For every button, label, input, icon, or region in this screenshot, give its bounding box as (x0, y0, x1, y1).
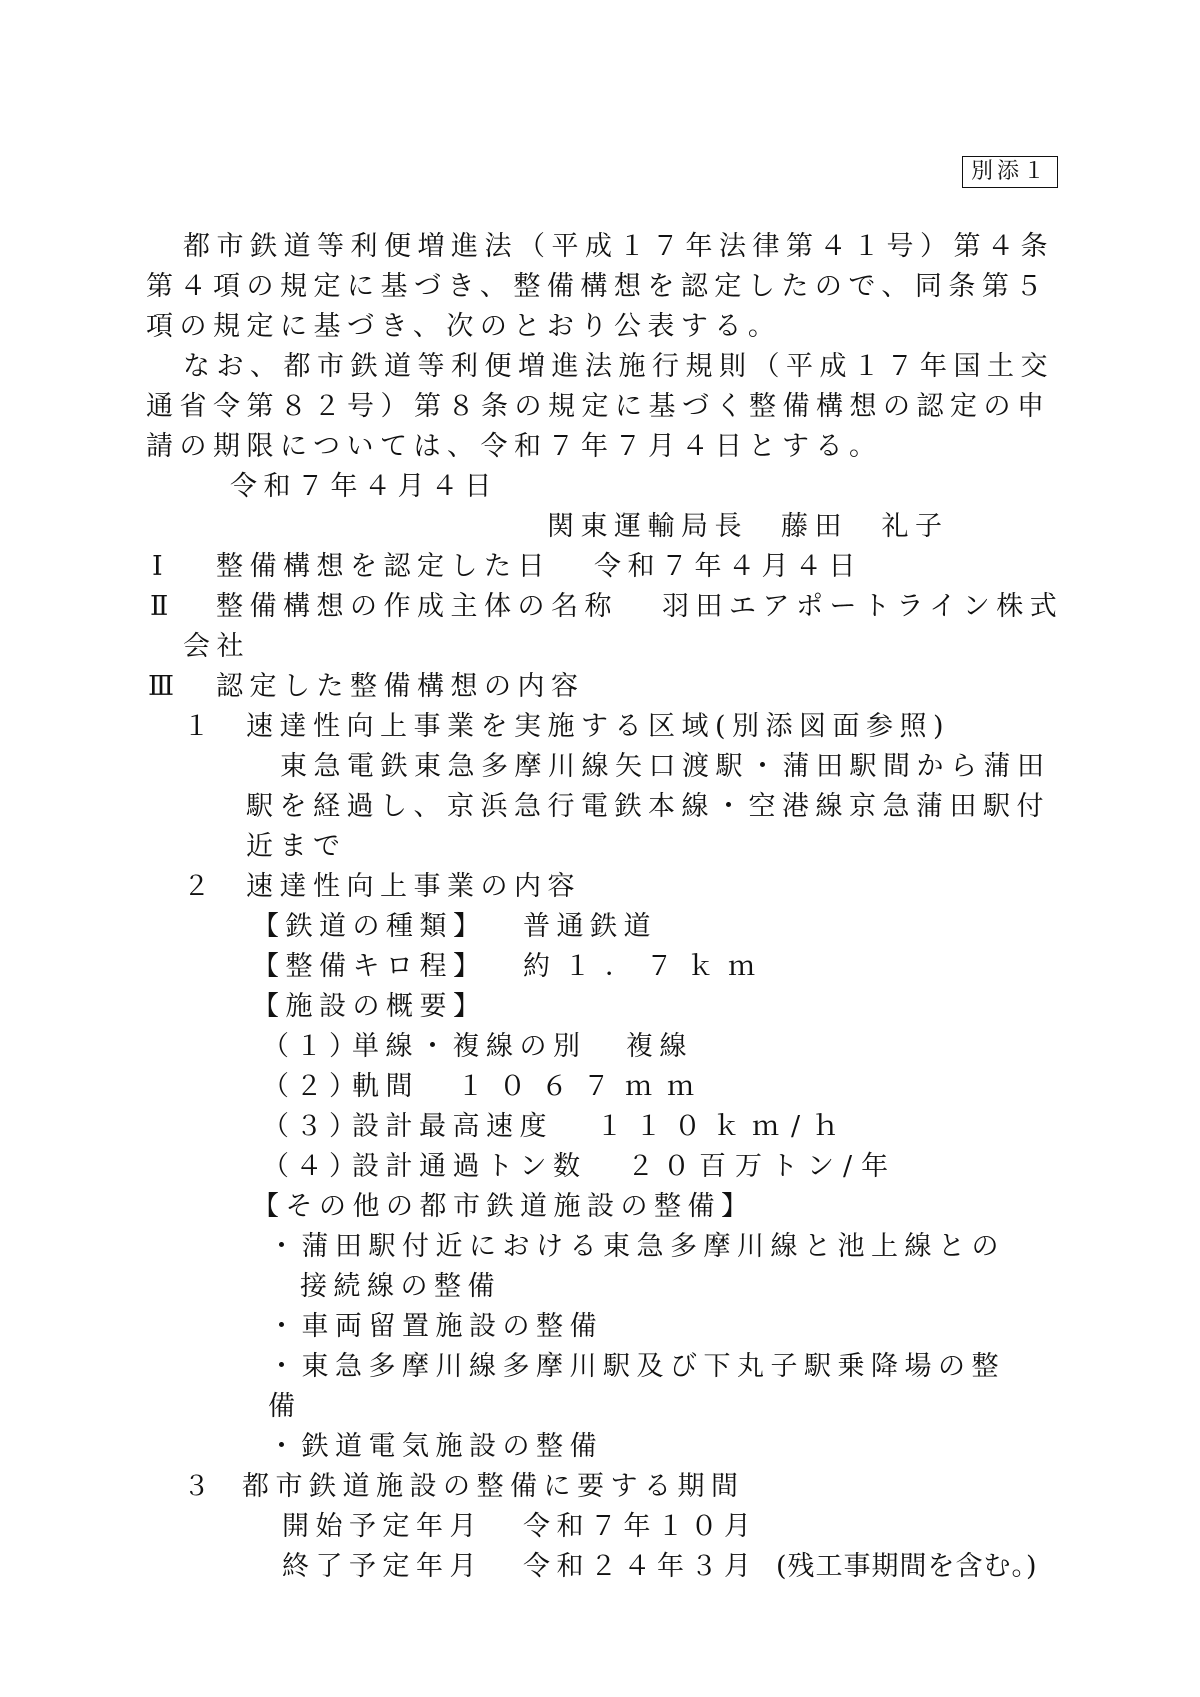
preamble-line-4: なお、都市鉄道等利便増進法施行規則（平成１７年国土交 (183, 351, 1054, 382)
facility-3-value: １１０ｋｍ/ｈ (596, 1111, 852, 1142)
length-label: 【整備キロ程】 (252, 951, 487, 982)
section2-value-line2: 会社 (183, 631, 250, 662)
facility-4-value: ２０百万トン/年 (627, 1151, 898, 1182)
item2-number: ２ (183, 871, 217, 902)
preamble-line-2: 第４項の規定に基づき、整備構想を認定したので、同条第５ (146, 271, 1049, 302)
item1-line-3: 近まで (246, 831, 347, 862)
preamble-line-3: 項の規定に基づき、次のとおり公表する。 (146, 311, 782, 342)
section2-value-line1: 羽田エアポートライン株式 (662, 591, 1064, 622)
section1-heading: 整備構想を認定した日 (216, 551, 551, 582)
other-line-5: 備 (268, 1391, 302, 1422)
item1-line-2: 駅を経過し、京浜急行電鉄本線・空港線京急蒲田駅付 (246, 791, 1050, 822)
other-line-1: ・蒲田駅付近における東急多摩川線と池上線との (268, 1231, 1005, 1262)
other-line-4: ・東急多摩川線多摩川駅及び下丸子駅乗降場の整 (268, 1351, 1005, 1382)
facility-3-label: 設計最高速度 (352, 1111, 553, 1142)
other-facilities-label: 【その他の都市鉄道施設の整備】 (252, 1191, 755, 1222)
signature-name: 藤田 礼子 (781, 511, 949, 542)
facility-2-value: １０６７ｍｍ (457, 1071, 709, 1102)
section3-number: Ⅲ (148, 671, 181, 702)
preamble-line-6: 請の期限については、令和７年７月４日とする。 (146, 431, 883, 462)
section1-value: 令和７年４月４日 (594, 551, 862, 582)
start-value: 令和７年１０月 (523, 1511, 758, 1542)
other-line-6: ・鉄道電気施設の整備 (268, 1431, 603, 1462)
attachment-label: 別添１ (962, 156, 1058, 188)
section2-number: Ⅱ (150, 591, 175, 622)
facility-1-value: 複線 (626, 1031, 693, 1062)
end-note: (残工事期間を含む。) (776, 1551, 1038, 1582)
item1-line-1: 東急電鉄東急多摩川線矢口渡駅・蒲田駅間から蒲田 (280, 751, 1051, 782)
facility-1-number: （１） (262, 1031, 363, 1062)
facility-4-label: 設計通過トン数 (352, 1151, 587, 1182)
section3-heading: 認定した整備構想の内容 (216, 671, 585, 702)
item1-number: １ (183, 711, 217, 742)
facility-4-number: （４） (262, 1151, 363, 1182)
facility-3-number: （３） (262, 1111, 363, 1142)
end-label: 終了予定年月 (282, 1551, 483, 1582)
preamble-line-1: 都市鉄道等利便増進法（平成１７年法律第４１号）第４条 (183, 231, 1054, 262)
issue-date: 令和７年４月４日 (230, 471, 498, 502)
preamble-line-5: 通省令第８２号）第８条の規定に基づく整備構想の認定の申 (146, 391, 1051, 422)
item3-number: ３ (183, 1471, 217, 1502)
section1-number: Ⅰ (152, 551, 170, 582)
section2-heading: 整備構想の作成主体の名称 (216, 591, 618, 622)
item2-heading: 速達性向上事業の内容 (246, 871, 581, 902)
railway-type-value: 普通鉄道 (523, 911, 657, 942)
facility-label: 【施設の概要】 (252, 991, 487, 1022)
facility-2-label: 軌間 (352, 1071, 419, 1102)
length-value: 約１．７ｋｍ (523, 951, 769, 982)
start-label: 開始予定年月 (282, 1511, 483, 1542)
other-line-3: ・車両留置施設の整備 (268, 1311, 603, 1342)
end-value: 令和２４年３月 (523, 1551, 758, 1582)
item3-heading: 都市鉄道施設の整備に要する期間 (242, 1471, 745, 1502)
facility-1-label: 単線・複線の別 (352, 1031, 587, 1062)
railway-type-label: 【鉄道の種類】 (252, 911, 487, 942)
signature-title: 関東運輸局長 (547, 511, 748, 542)
item1-heading: 速達性向上事業を実施する区域(別添図面参照) (246, 711, 951, 742)
other-line-2: 接続線の整備 (300, 1271, 501, 1302)
facility-2-number: （２） (262, 1071, 363, 1102)
